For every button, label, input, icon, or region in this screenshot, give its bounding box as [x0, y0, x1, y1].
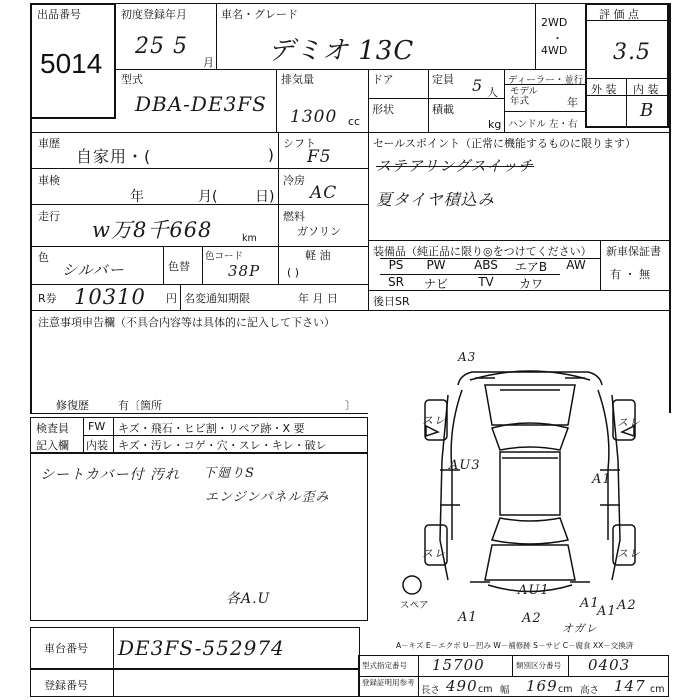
history-label: 車歴: [38, 137, 60, 150]
r-value: 10310: [74, 285, 146, 309]
mark-sure-left-front: スレ: [422, 414, 446, 427]
mark-a2-far-right: A2: [617, 598, 637, 613]
shift-label: シフト: [283, 137, 316, 150]
repair-close: 〕: [345, 399, 356, 412]
mark-a3: A3: [458, 350, 477, 364]
hgt-unit: cm: [650, 684, 665, 695]
month-char: 月(: [198, 189, 218, 205]
load-label: 積載: [432, 103, 454, 116]
door-label: ドア: [372, 73, 394, 86]
mark-au1: AU1: [518, 583, 550, 598]
equip-airbag: エアB: [514, 260, 548, 274]
model-label: 型式: [121, 73, 143, 86]
declare-label: 注意事項申告欄（不具合内容等は具体的に記入して下さい）: [38, 316, 335, 329]
model-no-value: 15700: [432, 656, 485, 674]
mark-a1-bottom-right: A1: [580, 596, 600, 611]
inspector-label1: 検査員: [36, 422, 69, 435]
mileage-value: w万8千668: [92, 218, 213, 242]
fuel-gas: ガソリン: [297, 225, 341, 238]
mark-sure-right-rear: スレ: [617, 547, 641, 560]
year-unit: 年: [567, 96, 578, 109]
cap-value: 5: [472, 76, 484, 95]
load-unit: kg: [488, 118, 502, 131]
mark-a1-right: A1: [592, 472, 612, 487]
history-paren: ): [268, 146, 274, 164]
r-unit: 円: [166, 292, 177, 305]
equip-aw: AW: [566, 258, 586, 272]
car-damage-diagram: [400, 340, 662, 615]
chassis-value: DE3FS-552974: [118, 636, 285, 660]
equip-navi: ナビ: [423, 277, 448, 291]
first-reg-unit: 月: [203, 56, 214, 69]
reg-label: 登録番号: [44, 679, 88, 692]
equip-ps: PS: [388, 258, 404, 272]
color-value: シルバー: [62, 261, 125, 279]
cap-label: 定員: [432, 73, 454, 86]
inspection-label: 車検: [38, 174, 60, 187]
mileage-label: 走行: [38, 210, 60, 223]
note2: 下廻りS: [203, 466, 255, 481]
color-code-label: 色コード: [205, 251, 244, 262]
after-label: 後日SR: [373, 295, 410, 308]
cap-unit: 人: [487, 86, 498, 99]
disp-label: 排気量: [281, 73, 314, 86]
disp-unit: cc: [348, 115, 361, 128]
history-value: 自家用・(: [76, 147, 152, 166]
expiry-dates: 年 月 日: [298, 292, 338, 305]
hgt-label: 高さ: [580, 685, 600, 696]
interior-value: B: [640, 100, 655, 121]
mark-a1-bottom-left: A1: [458, 610, 478, 625]
shape-label: 形状: [372, 103, 394, 116]
first-reg-value: 25 5: [135, 34, 188, 59]
mark-sure-left-rear: スレ: [422, 547, 446, 560]
score-label: 評 価 点: [599, 8, 639, 21]
warranty-label: 新車保証書: [606, 245, 661, 258]
wid-unit: cm: [558, 684, 573, 695]
disp-value: 1300: [290, 107, 338, 127]
fw-items: キズ・飛石・ヒビ割・リペア跡・X 要: [118, 422, 305, 435]
car-value: デミオ 13C: [268, 36, 415, 66]
fuel-label: 燃料: [283, 210, 305, 223]
damage-legend: A－キズ E－エクボ U－凹み W－補修跡 S－サビ C－腐食 XX－交換済: [396, 641, 634, 650]
ac-value: AC: [310, 183, 338, 203]
sales-line2: 夏タイヤ積込み: [376, 190, 495, 209]
spare-label: スペア: [400, 600, 429, 611]
equip-sr: SR: [388, 275, 404, 289]
sales-label: セールスポイント（正常に機能するものに限ります）: [373, 137, 637, 150]
expiry-label: 名変通知期限: [184, 292, 250, 305]
wid-label: 幅: [500, 685, 510, 696]
fw-label: FW: [88, 420, 106, 433]
repair-label: 修復歴: [56, 399, 89, 412]
mark-sure-right-front: スレ: [617, 416, 641, 429]
ac-label: 冷房: [283, 174, 305, 187]
chassis-label: 車台番号: [44, 642, 88, 655]
repair-value: 有〔箇所: [118, 399, 162, 412]
note4: 各A.U: [226, 591, 271, 607]
handle-label: ハンドル 左・右: [508, 119, 578, 130]
dealer-label: ディーラー・並行: [508, 75, 584, 86]
first-reg-label: 初度登録年月: [121, 8, 187, 21]
exterior-label: 外 装: [591, 83, 617, 96]
recolor-label: 色替: [168, 260, 190, 273]
year-char: 年: [130, 189, 144, 205]
mark-ogare: オガレ: [562, 622, 598, 635]
r-label: R券: [38, 292, 57, 305]
equipment-label: 装備品（純正品に限り◎をつけてください）: [373, 245, 592, 258]
score-value: 3.5: [613, 40, 651, 65]
color-label: 色: [38, 251, 49, 264]
car-label: 車名・グレード: [221, 8, 298, 21]
class-value: 0403: [588, 656, 631, 674]
mileage-unit: km: [242, 233, 257, 244]
ref-label: 登録証明用参考: [362, 678, 415, 687]
dot-label: ・: [552, 32, 563, 45]
interior-label: 内 装: [633, 83, 659, 96]
note1: シートカバー付 汚れ: [40, 467, 181, 483]
model-no-label: 型式指定番号: [362, 661, 407, 670]
len-value: 490: [446, 677, 478, 695]
mark-a2-bottom: A2: [522, 611, 542, 626]
mark-au3: AU3: [449, 458, 481, 473]
len-unit: cm: [478, 684, 493, 695]
fuel-paren: ( ): [287, 266, 300, 279]
equip-abs: ABS: [474, 258, 498, 272]
day-char: 日): [255, 189, 275, 205]
lot-label: 出品番号: [37, 8, 81, 21]
model-value: DBA-DE3FS: [135, 92, 267, 116]
len-label: 長さ: [421, 685, 441, 696]
inspector-label2: 記入欄: [36, 439, 69, 452]
4wd-label: 4WD: [541, 44, 568, 57]
in-items: キズ・汚レ・コゲ・穴・スレ・キレ・破レ: [118, 439, 327, 452]
equip-pw: PW: [426, 258, 446, 272]
in-label: 内装: [86, 439, 108, 452]
model-year-label: モデル年式: [510, 86, 539, 107]
sales-line1: ステアリングスイッチ: [376, 157, 535, 175]
equip-leather: カワ: [518, 277, 543, 291]
class-label: 類別区分番号: [516, 661, 561, 670]
warranty-value: 有 ・ 無: [610, 268, 650, 281]
shift-value: F5: [307, 147, 332, 167]
hgt-value: 147: [614, 677, 646, 695]
color-code-value: 38P: [228, 262, 261, 280]
wid-value: 169: [526, 677, 558, 695]
mark-a1-far-right: A1: [597, 604, 617, 619]
2wd-label: 2WD: [541, 16, 568, 29]
note3: エンジンパネル歪み: [205, 490, 330, 505]
equip-tv: TV: [478, 275, 494, 289]
fuel-diesel: 軽 油: [305, 249, 331, 262]
lot-number: 5014: [40, 48, 103, 79]
